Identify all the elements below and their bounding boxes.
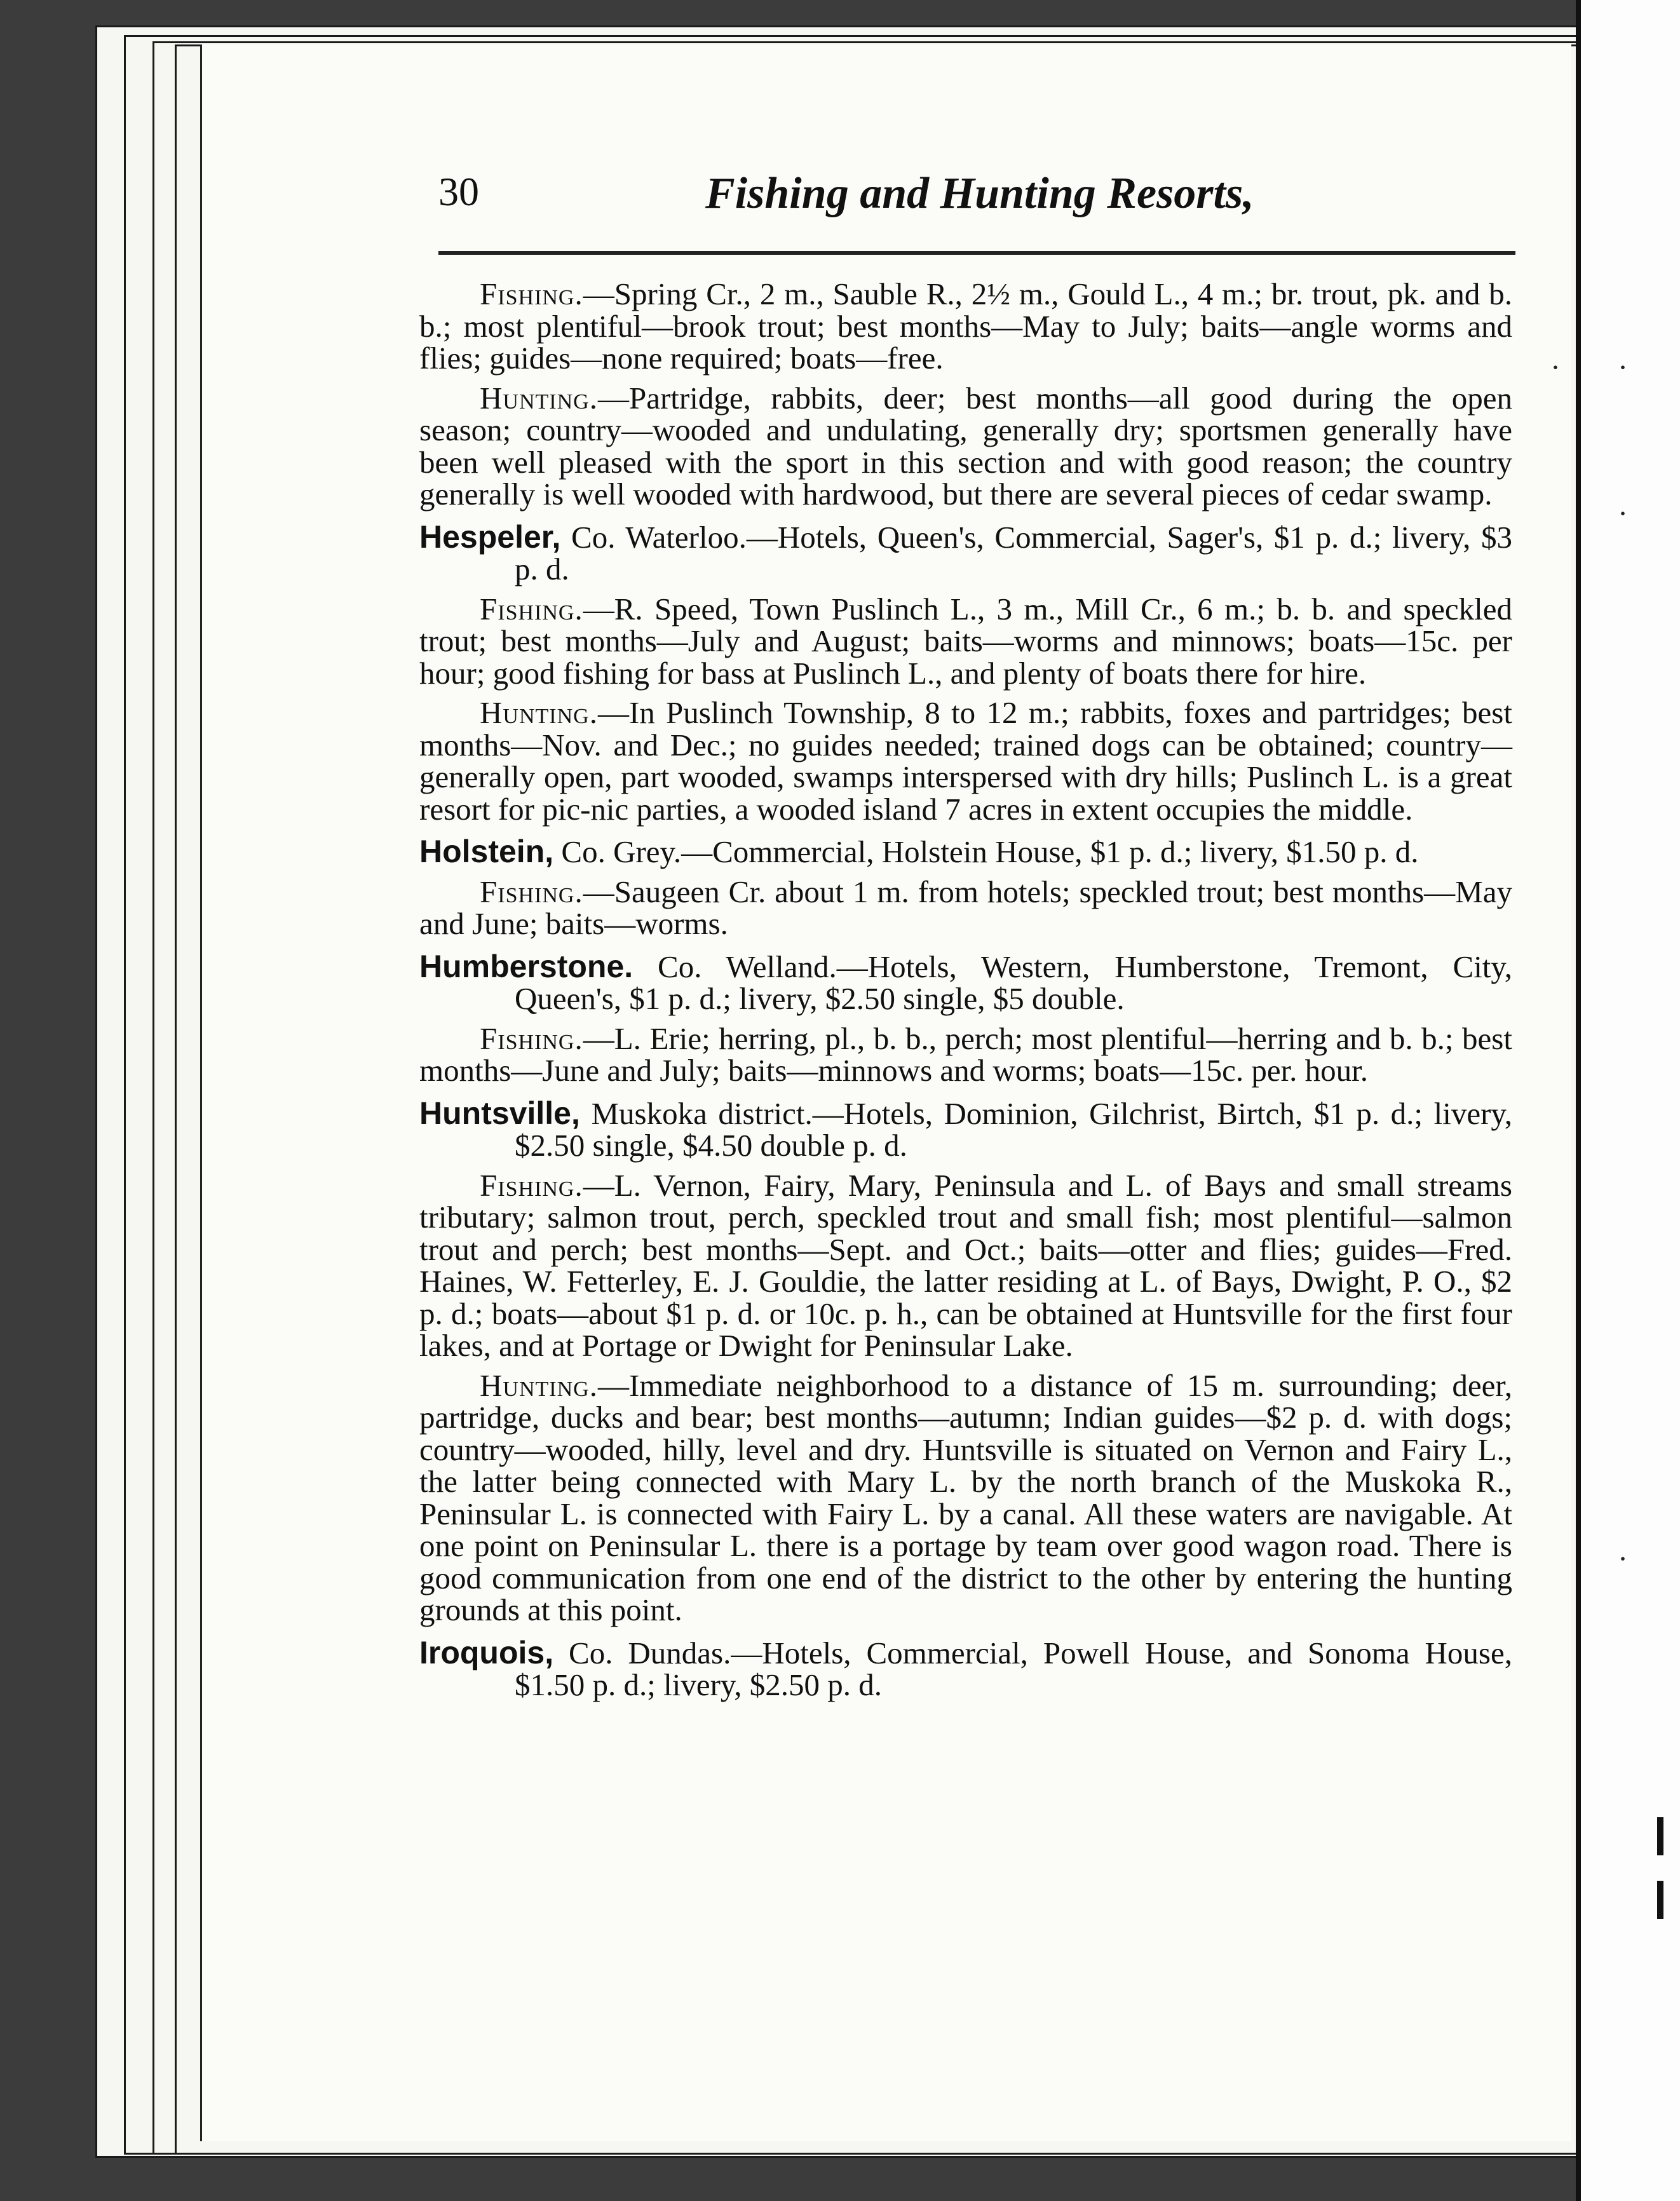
place-name: Humberstone. [419,948,633,984]
paragraph [419,1167,1512,1363]
header-rule [438,251,1515,255]
section-label: Fishing. [480,276,583,311]
place-entry [419,948,1512,1016]
entry-text: Co. Welland.—Hotels, Western, Humberstone, Tremont, City, Queen's, $1 p. d.; livery, $2.50 single, $5 double. [515,949,1512,1016]
scan-mark [1657,1817,1663,1855]
place-name: Hespeler, [419,518,561,555]
body-text [419,278,1512,1709]
place-entry [419,836,1512,869]
section-label: Hunting. [480,695,598,730]
place-name: Iroquois, [419,1634,554,1670]
entry-text: Co. Dundas.—Hotels, Commercial, Powell House, and Sonoma House, $1.50 p. d.; livery, $2.50 p. d. [515,1635,1512,1702]
margin-speck: · [1618,351,1628,384]
place-name: Huntsville, [419,1095,580,1131]
section-label: Fishing. [480,591,583,626]
paragraph-text: —In Puslinch Township, 8 to 12 m.; rabbits, foxes and partridges; best months—Nov. and Dec.; no guides needed; trained dogs can be obtained; country—generally open, part wooded, swamps interspersed with dry hills; Puslinch L. is a great resort for pic-nic parties, a wooded island 7 acres in extent occupies the middle. [419,695,1512,827]
running-title: Fishing and Hunting Resorts, [705,169,1254,218]
paragraph [419,278,1512,375]
entry-text: Co. Waterloo.—Hotels, Queen's, Commercial, Sager's, $1 p. d.; livery, $3 p. d. [515,519,1512,586]
paragraph-text: —Immediate neighborhood to a distance of 15 m. surrounding; deer, partridge, ducks and bear; best months—autumn; Indian guides—$2 p. d. with dogs; country—wooded, hilly, level and dry. Huntsville is situated on Vernon and Fairy L., the latter being connected with Mary L. by the north branch of the Muskoka R., Peninsular L. is connected with Fairy L. by a canal. All these waters are navigable. At one point on Peninsular L. there is a portage by team over good wagon road. There is good communication from one end of the district to the other by entering the hunting grounds at this point. [419,1367,1512,1627]
place-entry [419,1097,1512,1162]
paragraph [419,593,1512,690]
paragraph-text: —L. Vernon, Fairy, Mary, Peninsula and L. of Bays and small streams tributary; salmon trout, perch, speckled trout and small fish; most plentiful—salmon trout and perch; best months—Sept. and Oct.; baits—otter and flies; guides—Fred. Haines, W. Fetterley, E. J. Gouldie, the latter residing at L. of Bays, Dwight, P. O., $2 p. d.; boats—about $1 p. d. or 10c. p. h., can be obtained at Huntsville for the first four lakes, and at Portage or Dwight for Peninsular Lake. [419,1167,1512,1363]
paragraph-text: —L. Erie; herring, pl., b. b., perch; most plentiful—herring and b. b.; best months—June and July; baits—minnows and worms; boats—15c. per. hour. [419,1020,1512,1088]
page-header [438,168,1519,245]
section-label: Fishing. [480,874,583,909]
paragraph [419,1020,1512,1088]
paragraph [419,1367,1512,1627]
paragraph [419,876,1512,940]
paragraph-text: —Spring Cr., 2 m., Sauble R., 2½ m., Gould L., 4 m.; br. trout, pk. and b. b.; most plentiful—brook trout; best months—May to July; baits—angle worms and flies; guides—none required; boats—free. [419,276,1512,376]
entry-text: Muskoka district.—Hotels, Dominion, Gilchrist, Birtch, $1 p. d.; livery, $2.50 single, $4.50 double p. d. [515,1095,1512,1163]
place-entry [419,1634,1512,1702]
margin-speck: · [1618,497,1628,531]
section-label: Hunting. [480,380,598,416]
margin-speck: · [1550,351,1561,384]
entry-text: Co. Grey.—Commercial, Holstein House, $1 p. d.; livery, $1.50 p. d. [553,834,1419,869]
place-entry [419,518,1512,586]
paragraph-text: —Partridge, rabbits, deer; best months—all good during the open season; country—wooded and undulating, generally dry; sportsmen generally have been well pleased with the sport in this section and with good reason; the country generally is well wooded with hardwood, but there are several pieces of cedar swamp. [419,380,1512,511]
paragraph-text: —R. Speed, Town Puslinch L., 3 m., Mill Cr., 6 m.; b. b. and speckled trout; best months—July and August; baits—worms and minnows; boats—15c. per hour; good fishing for bass at Puslinch L., and plenty of boats there for hire. [419,591,1512,691]
paragraph-text: —Saugeen Cr. about 1 m. from hotels; speckled trout; best months—May and June; baits—worms. [419,874,1512,941]
section-label: Fishing. [480,1167,583,1203]
paragraph [419,697,1512,825]
section-label: Hunting. [480,1367,598,1403]
section-label: Fishing. [480,1020,583,1056]
margin-speck: · [1618,1542,1628,1576]
scan-mark [1657,1881,1663,1919]
paragraph [419,380,1512,511]
page-number: 30 [438,169,479,214]
place-name: Holstein, [419,834,554,869]
scan-right-border [1576,0,1680,2201]
